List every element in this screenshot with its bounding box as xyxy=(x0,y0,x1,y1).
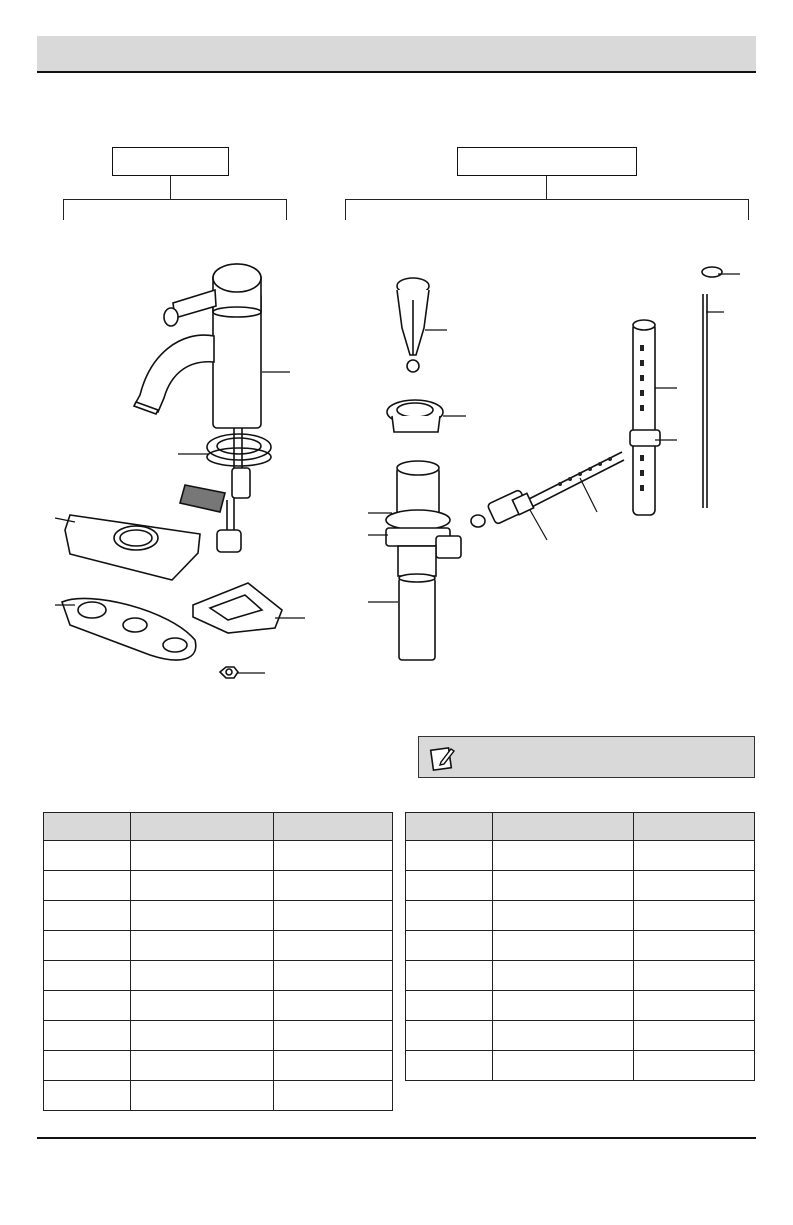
column-header xyxy=(634,813,755,841)
table-cell xyxy=(131,1081,274,1111)
leader-line xyxy=(580,478,597,512)
note-box xyxy=(418,736,755,778)
table-cell xyxy=(493,991,634,1021)
table-cell xyxy=(44,1021,131,1051)
footer-rule xyxy=(37,1137,756,1139)
table-row xyxy=(44,901,393,931)
table-cell xyxy=(44,871,131,901)
table-cell xyxy=(406,841,493,871)
table-cell xyxy=(406,961,493,991)
table-cell xyxy=(406,1051,493,1081)
table-row xyxy=(44,931,393,961)
table-cell xyxy=(406,931,493,961)
faucet-body-drawing xyxy=(134,264,261,428)
mounting-nut-drawing xyxy=(220,667,238,678)
table-row xyxy=(44,841,393,871)
table-cell xyxy=(44,841,131,871)
table-cell xyxy=(131,991,274,1021)
table-row xyxy=(406,901,755,931)
parts-table-faucet xyxy=(43,812,393,1111)
parts-table-drain xyxy=(405,812,755,1081)
table-row xyxy=(44,871,393,901)
table-cell xyxy=(44,931,131,961)
table-cell xyxy=(406,991,493,1021)
table-cell xyxy=(274,1021,393,1051)
table-row xyxy=(44,991,393,1021)
table-cell xyxy=(493,1051,634,1081)
table-row xyxy=(406,871,755,901)
table-row xyxy=(406,961,755,991)
drain-body-drawing xyxy=(386,461,461,660)
table-header-row xyxy=(44,813,393,841)
column-header xyxy=(493,813,634,841)
table-cell xyxy=(406,901,493,931)
table-cell xyxy=(44,901,131,931)
table-cell xyxy=(634,901,755,931)
table-row xyxy=(406,931,755,961)
deck-plate-drawing xyxy=(65,515,200,580)
table-cell xyxy=(634,961,755,991)
table-cell xyxy=(131,1021,274,1051)
mounting-bracket-drawing xyxy=(193,583,282,633)
table-cell xyxy=(634,841,755,871)
table-cell xyxy=(493,841,634,871)
table-cell xyxy=(44,1081,131,1111)
lift-rod-drawing xyxy=(702,267,722,508)
table-row xyxy=(44,1081,393,1111)
table-cell xyxy=(493,901,634,931)
table-cell xyxy=(274,871,393,901)
note-pencil-icon xyxy=(429,744,457,772)
drain-stopper-drawing xyxy=(397,278,429,372)
table-cell xyxy=(493,1021,634,1051)
leader-line xyxy=(530,510,547,540)
table-cell xyxy=(274,841,393,871)
table-cell xyxy=(131,961,274,991)
table-cell xyxy=(131,931,274,961)
table-cell xyxy=(274,931,393,961)
column-header xyxy=(274,813,393,841)
table-cell xyxy=(131,1051,274,1081)
table-cell xyxy=(493,961,634,991)
table-cell xyxy=(44,991,131,1021)
table-row xyxy=(406,841,755,871)
table-row xyxy=(406,1021,755,1051)
table-cell xyxy=(131,871,274,901)
table-cell xyxy=(493,931,634,961)
faucet-gasket-drawing xyxy=(207,434,271,466)
table-cell xyxy=(131,841,274,871)
column-header xyxy=(131,813,274,841)
clevis-strap-drawing xyxy=(630,320,660,515)
table-header-row xyxy=(406,813,755,841)
table-cell xyxy=(274,1081,393,1111)
table-cell xyxy=(274,961,393,991)
deck-gasket-drawing xyxy=(62,598,196,660)
table-cell xyxy=(274,991,393,1021)
table-cell xyxy=(634,1051,755,1081)
table-cell xyxy=(274,901,393,931)
table-cell xyxy=(406,871,493,901)
column-header xyxy=(406,813,493,841)
table-cell xyxy=(406,1021,493,1051)
table-cell xyxy=(44,961,131,991)
drain-flange-drawing xyxy=(387,400,443,432)
table-cell xyxy=(634,871,755,901)
table-cell xyxy=(493,871,634,901)
table-cell xyxy=(634,1021,755,1051)
table-row xyxy=(44,1051,393,1081)
table-row xyxy=(44,1021,393,1051)
column-header xyxy=(44,813,131,841)
table-row xyxy=(406,991,755,1021)
table-row xyxy=(406,1051,755,1081)
table-cell xyxy=(131,901,274,931)
table-row xyxy=(44,961,393,991)
table-cell xyxy=(634,991,755,1021)
table-cell xyxy=(634,931,755,961)
table-cell xyxy=(44,1051,131,1081)
table-cell xyxy=(274,1051,393,1081)
